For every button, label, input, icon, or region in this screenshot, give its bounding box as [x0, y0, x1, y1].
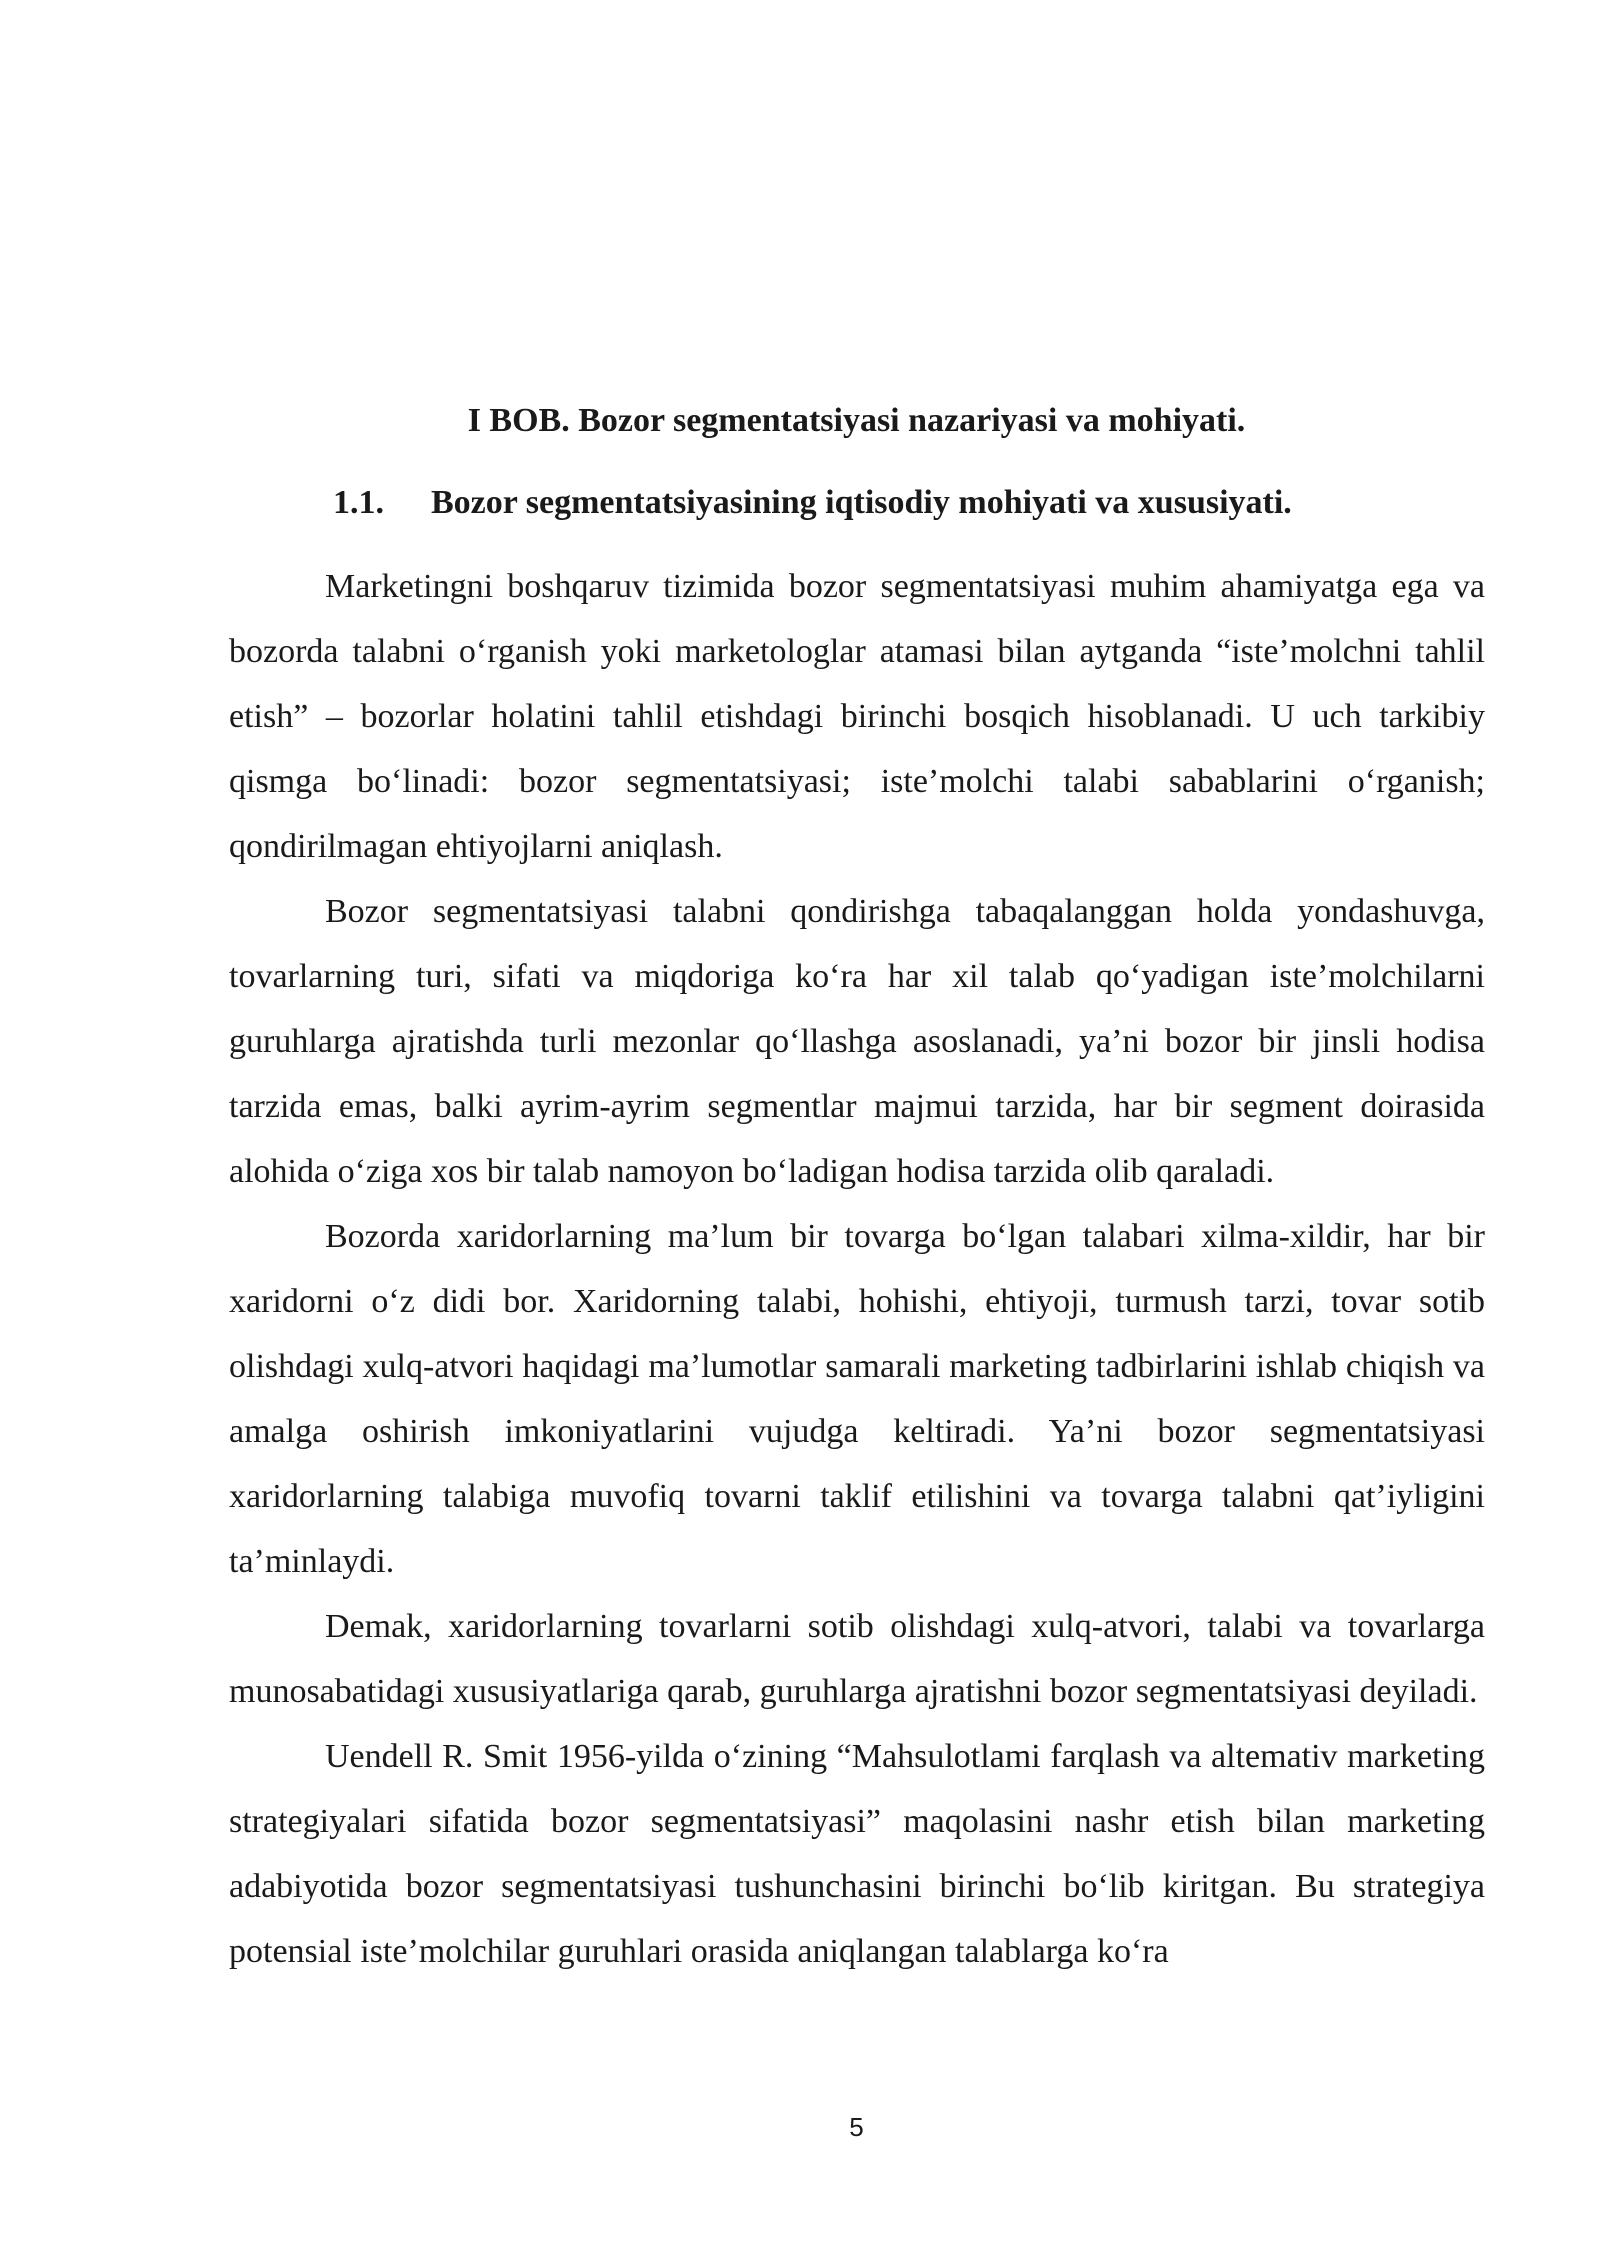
page-number: 5 — [849, 2112, 864, 2142]
section-number: 1.1. — [333, 484, 384, 521]
chapter-title: I BOB. Bozor segmentatsiyasi nazariyasi va mohiyati. — [467, 402, 1246, 439]
section-title: Bozor segmentatsiyasining iqtisodiy mohiyati va xususiyati. — [431, 484, 1292, 521]
paragraph: Uendell R. Smit 1956-yilda o‘zining “Mahsulotlami farqlash va altemativ marketing strategiyalari sifatida bozor segmentatsiyasi” maqolasini nashr etish bilan marketing adabiyotida bozor segmentatsiyasi tushunchasini birinchi bo‘lib kiritgan. Bu strategiya potensial iste’molchilar guruhlari orasida aniqlangan talablarga ko‘ra — [229, 1738, 1485, 1970]
paragraph: Demak, xaridorlarning tovarlarni sotib olishdagi xulq-atvori, talabi va tovarlarga munosabatidagi xususiyatlariga qarab, guruhlarga ajratishni bozor segmentatsiyasi deyiladi. — [229, 1608, 1485, 1710]
paragraph: Bozor segmentatsiyasi talabni qondirishga tabaqalanggan holda yondashuvga, tovarlarning turi, sifati va miqdoriga ko‘ra har xil talab qo‘yadigan iste’molchilarni guruhlarga ajratishda turli mezonlar qo‘llashga asoslanadi, ya’ni bozor bir jinsli hodisa tarzida emas, balki ayrim-ayrim segmentlar majmui tarzida, har bir segment doirasida alohida o‘ziga xos bir talab namoyon bo‘ladigan hodisa tarzida olib qaraladi. — [229, 893, 1485, 1190]
paragraph: Marketingni boshqaruv tizimida bozor segmentatsiyasi muhim ahamiyatga ega va bozorda talabni o‘rganish yoki marketologlar atamasi bilan aytganda “iste’molchni tahlil etish” – bozorlar holatini tahlil etishdagi birinchi bosqich hisoblanadi. U uch tarkibiy qismga bo‘linadi: bozor segmentatsiyasi; iste’molchi talabi sabablarini o‘rganish; qondirilmagan ehtiyojlarni aniqlash. — [229, 568, 1485, 865]
paragraph: Bozorda xaridorlarning ma’lum bir tovarga bo‘lgan talabari xilma-xildir, har bir xaridorni o‘z didi bor. Xaridorning talabi, hohishi, ehtiyoji, turmush tarzi, tovar sotib olishdagi xulq-atvori haqidagi ma’lumotlar samarali marketing tadbirlarini ishlab chiqish va amalga oshirish imkoniyatlarini vujudga keltiradi. Ya’ni bozor segmentatsiyasi xaridorlarning talabiga muvofiq tovarni taklif etilishini va tovarga talabni qat’iyligini ta’minlaydi. — [229, 1218, 1485, 1580]
body-text — [229, 554, 1485, 1984]
section-heading — [333, 480, 1433, 526]
